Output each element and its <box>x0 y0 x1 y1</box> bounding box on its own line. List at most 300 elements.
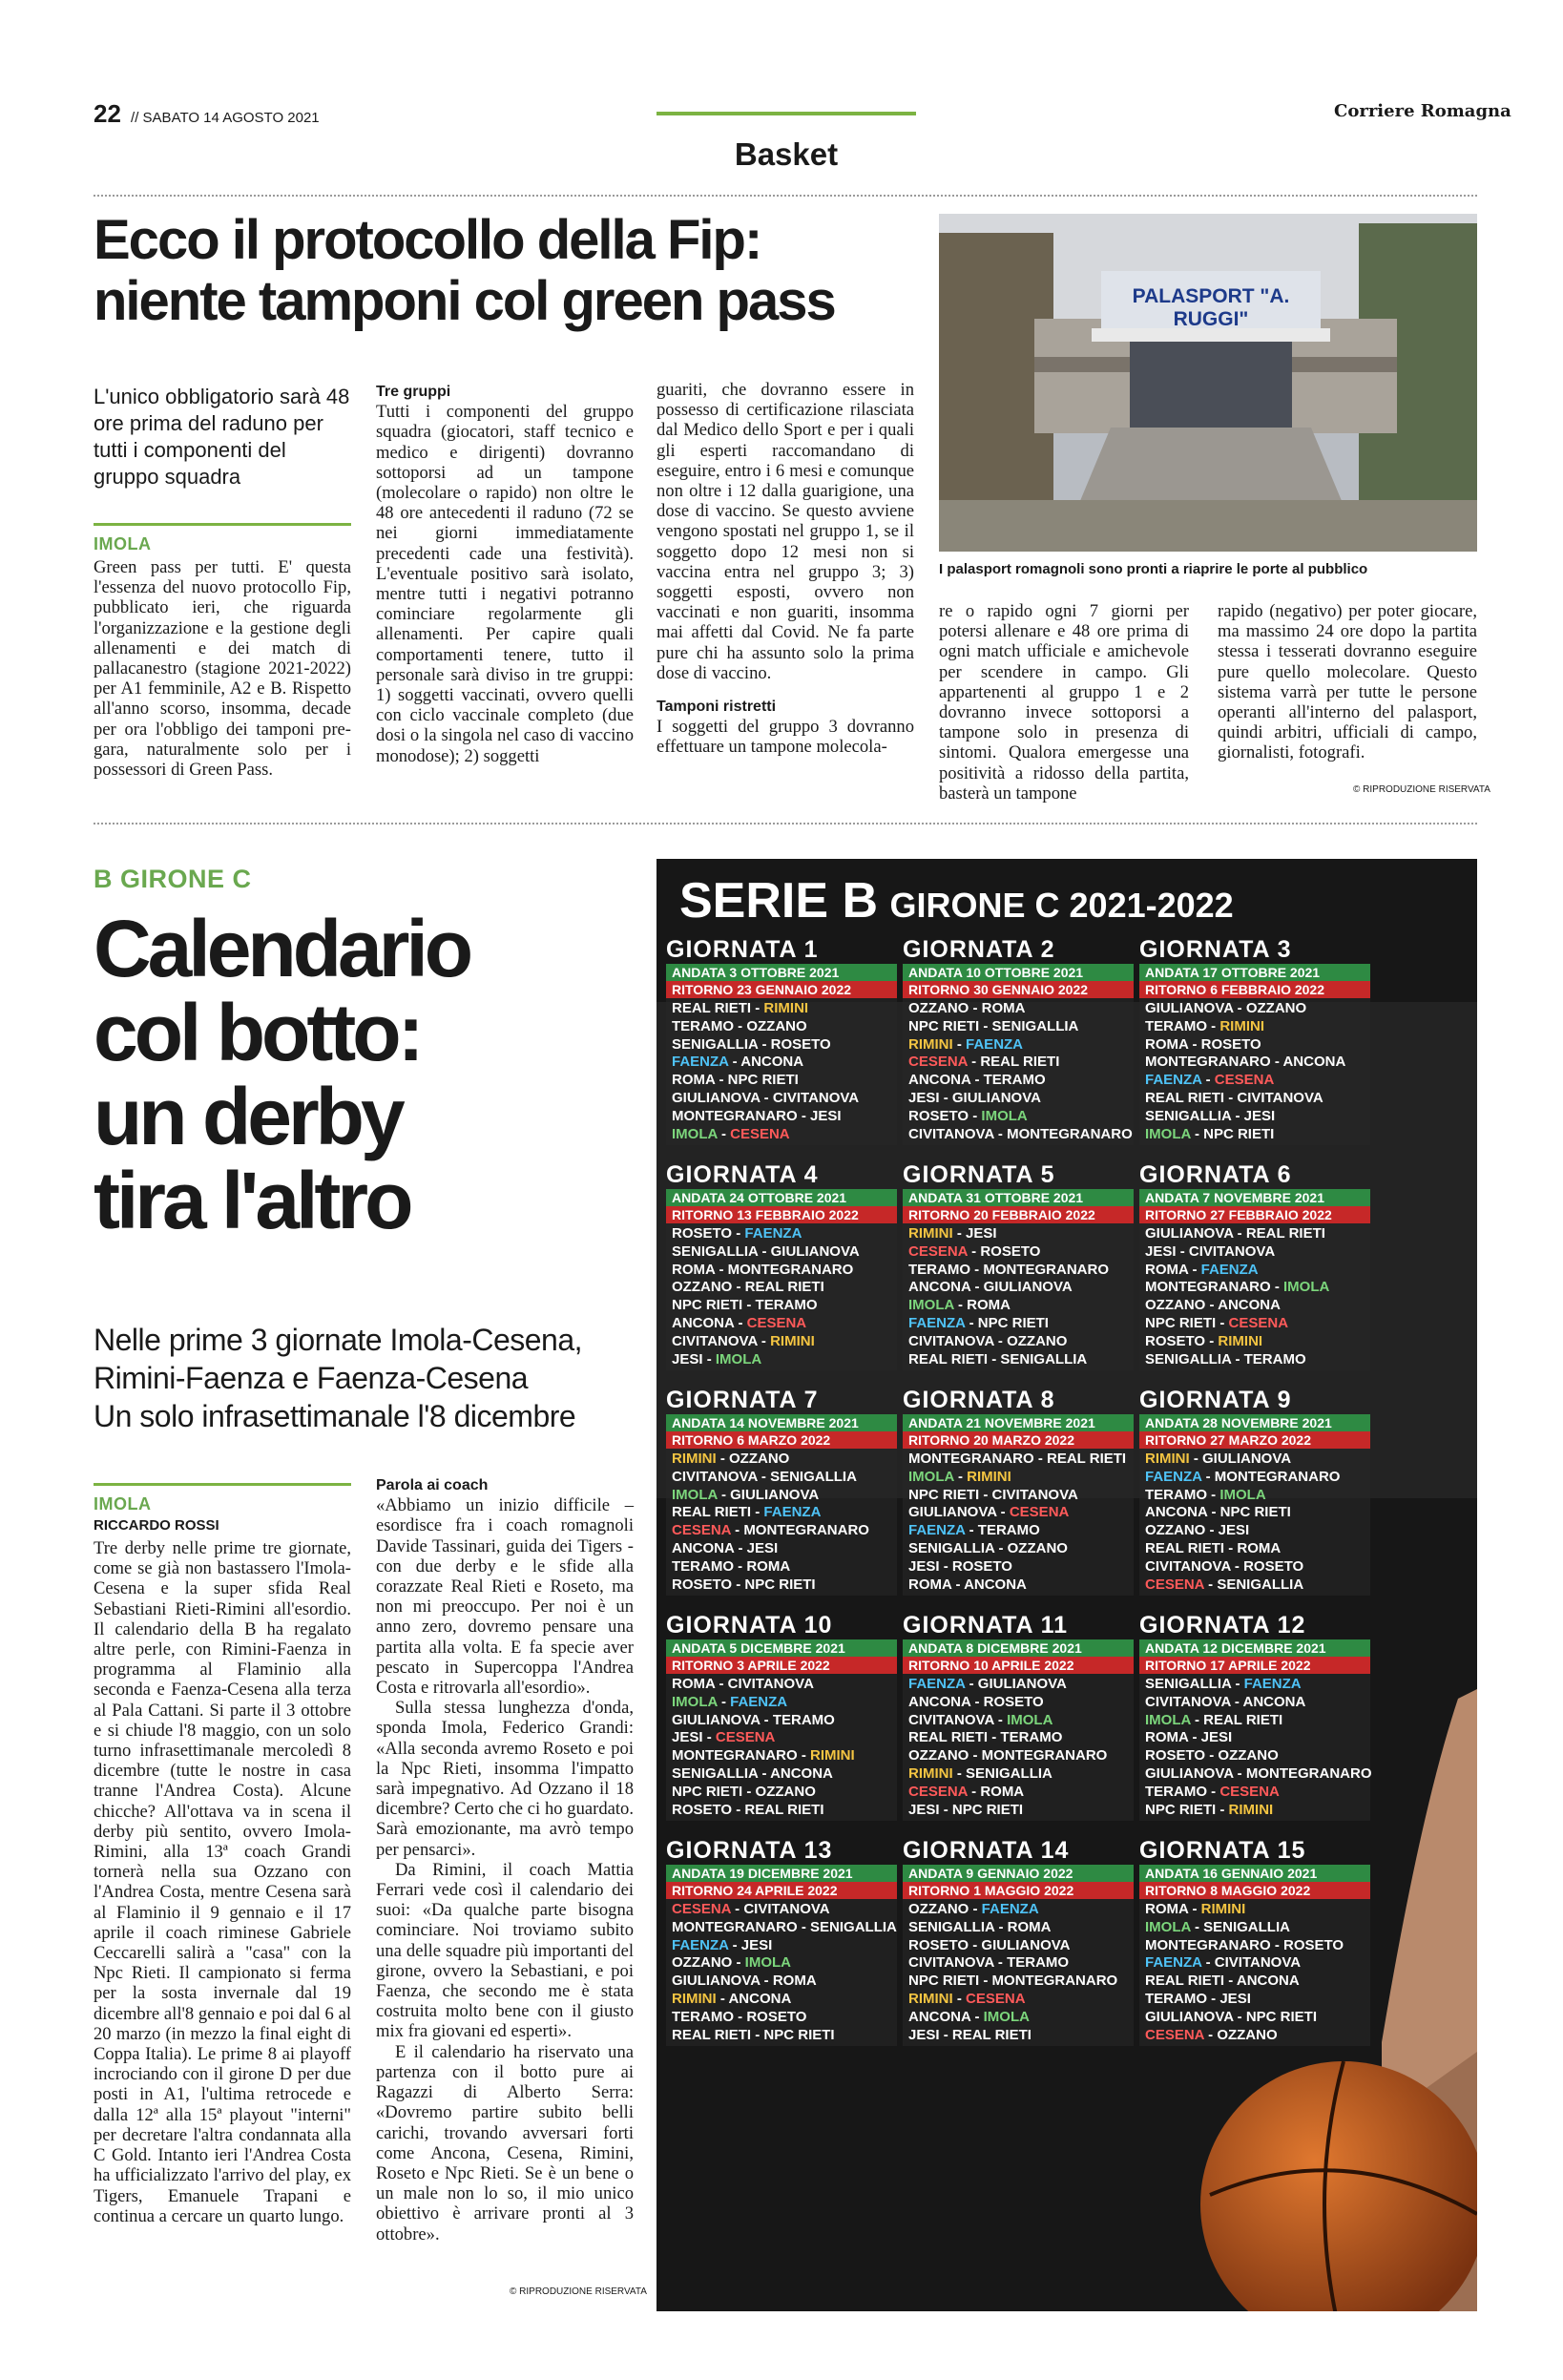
team-name: MONTEGRANARO <box>672 1107 798 1124</box>
team-name: IMOLA <box>1283 1279 1330 1296</box>
team-name: FAENZA <box>981 1901 1039 1917</box>
team-name: GIULIANOVA <box>1145 2008 1234 2025</box>
match-row <box>1139 1540 1370 1558</box>
article1-summary: L'unico obbligatorio sarà 48 ore prima del raduno per tutti i componenti del gruppo squadra <box>94 385 350 489</box>
match-row <box>666 1054 897 1072</box>
team-name: ROSETO <box>908 1936 969 1953</box>
team-name: JESI <box>966 1225 997 1242</box>
match-row <box>1139 1973 1370 1991</box>
team-name: NPC RIETI <box>977 1314 1049 1331</box>
match-separator: - <box>970 1072 984 1089</box>
team-name: SENIGALLIA <box>1145 1676 1232 1692</box>
match-separator: - <box>988 1350 1001 1367</box>
team-name: ANCONA <box>770 1764 833 1782</box>
team-name: RIMINI <box>967 1468 1011 1485</box>
team-name: TERAMO <box>755 1297 818 1314</box>
match-row <box>666 1000 897 1018</box>
team-name: OZZANO <box>746 1017 807 1034</box>
newspaper-name: Corriere Romagna <box>1334 101 1511 121</box>
match-row <box>666 1747 897 1765</box>
team-name: ROMA <box>1145 1901 1189 1917</box>
match-separator: - <box>952 1035 967 1053</box>
match-row <box>903 1279 1134 1297</box>
team-name: SENIGALLIA <box>770 1468 857 1485</box>
article1-headline-line1: Ecco il protocollo della Fip: <box>94 209 761 271</box>
match-separator: - <box>715 1676 728 1692</box>
team-name: RIMINI <box>1200 1901 1246 1917</box>
team-name: ANCONA <box>1145 1504 1208 1521</box>
giornata-andata-date: ANDATA 12 DICEMBRE 2021 <box>1139 1639 1370 1657</box>
team-name: ROSETO <box>672 1576 733 1593</box>
team-name: FAENZA <box>1243 1676 1302 1692</box>
match-separator: - <box>728 1936 741 1953</box>
match-row <box>903 1729 1134 1747</box>
match-separator: - <box>760 1711 773 1728</box>
palasport-photo <box>939 214 1477 552</box>
match-row <box>903 1540 1134 1558</box>
giornata-matches <box>1139 1899 1370 2046</box>
match-separator: - <box>988 1729 1001 1746</box>
team-name: GIULIANOVA <box>730 1486 820 1503</box>
match-separator: - <box>1205 1332 1219 1349</box>
giornata-title: GIORNATA 9 <box>1139 1387 1292 1413</box>
team-name: CIVITANOVA <box>1188 1242 1276 1260</box>
team-name: TERAMO <box>1145 1486 1207 1503</box>
team-name: GIULIANOVA <box>672 1089 761 1106</box>
match-separator: - <box>1201 1954 1215 1972</box>
giornata-andata-date: ANDATA 3 OTTOBRE 2021 <box>666 964 897 981</box>
match-row <box>1139 1018 1370 1036</box>
team-name: NPC RIETI <box>672 1297 743 1314</box>
article1-kicker-bar <box>94 523 351 526</box>
match-separator: - <box>751 1000 764 1016</box>
team-name: OZZANO <box>908 1000 969 1016</box>
article2-column-1 <box>94 1538 351 2226</box>
match-separator: - <box>993 1125 1008 1142</box>
match-row <box>1139 1576 1370 1595</box>
team-name: ROMA <box>672 1676 716 1692</box>
team-name: CESENA <box>1145 2026 1204 2043</box>
match-row <box>1139 1333 1370 1351</box>
team-name: MONTEGRANARO <box>1007 1125 1133 1142</box>
team-name: FAENZA <box>908 1314 966 1331</box>
palasport-illustration <box>939 214 1477 552</box>
match-separator: - <box>1203 2026 1218 2043</box>
match-separator: - <box>1207 1017 1220 1034</box>
match-row <box>666 1558 897 1576</box>
match-separator: - <box>1188 1901 1201 1917</box>
match-row <box>1139 1072 1370 1090</box>
team-name: FAENZA <box>730 1693 788 1710</box>
team-name: IMOLA <box>672 1693 718 1710</box>
match-separator: - <box>1205 1297 1219 1314</box>
match-row <box>1139 1126 1370 1144</box>
section-title: Basket <box>734 136 839 172</box>
match-row <box>1139 1225 1370 1243</box>
giornata-andata-date: ANDATA 16 GENNAIO 2021 <box>1139 1865 1370 1882</box>
team-name: ROMA <box>1145 1729 1189 1746</box>
team-name: JESI <box>908 2026 940 2043</box>
team-name: FAENZA <box>908 1676 966 1692</box>
article1-col3-text-b: I soggetti del gruppo 3 dovranno effettuare un tampone molecola- <box>656 717 914 758</box>
article1-col2-subhead: Tre gruppi <box>376 384 451 400</box>
match-row <box>903 1333 1134 1351</box>
match-row <box>1139 1036 1370 1054</box>
giornata-matches <box>1139 998 1370 1145</box>
team-name: SENIGALLIA <box>1000 1350 1088 1367</box>
match-separator: - <box>717 1125 731 1142</box>
team-name: REAL RIETI <box>980 1054 1060 1071</box>
team-name: CESENA <box>1214 1072 1275 1089</box>
team-name: TERAMO <box>1145 1017 1207 1034</box>
match-row <box>1139 2009 1370 2027</box>
match-separator: - <box>758 1242 771 1260</box>
team-name: MONTEGRANARO <box>1214 1468 1341 1485</box>
match-separator: - <box>702 1350 716 1367</box>
team-name: JESI <box>908 1801 940 1818</box>
match-row <box>666 1036 897 1054</box>
match-row <box>666 1451 897 1469</box>
team-name: RIMINI <box>908 1035 953 1053</box>
giornata-title: GIORNATA 15 <box>1139 1837 1306 1864</box>
article1-column-5 <box>1218 601 1477 763</box>
giornata-title: GIORNATA 6 <box>1139 1161 1292 1188</box>
team-name: FAENZA <box>1200 1261 1259 1278</box>
match-separator: - <box>716 1451 730 1467</box>
team-name: ANCONA <box>728 1990 792 2007</box>
team-name: CIVITANOVA <box>908 1332 994 1349</box>
team-name: CESENA <box>966 1990 1026 2007</box>
team-name: ANCONA <box>1236 1973 1300 1990</box>
match-separator: - <box>939 1557 952 1575</box>
team-name: CESENA <box>730 1125 790 1142</box>
article2-summary <box>94 1321 666 1435</box>
giornata-block <box>903 1611 1134 1821</box>
team-name: SENIGALLIA <box>672 1242 759 1260</box>
match-separator: - <box>732 1801 745 1818</box>
team-name: IMOLA <box>672 1125 718 1142</box>
article2-summary-line: Un solo infrasettimanale l'8 dicembre <box>94 1399 576 1433</box>
match-row <box>903 1991 1134 2009</box>
team-name: ROMA <box>981 1000 1026 1016</box>
team-name: CIVITANOVA <box>1145 1557 1231 1575</box>
match-row <box>666 1018 897 1036</box>
team-name: FAENZA <box>1145 1468 1202 1485</box>
team-name: ANCONA <box>908 1279 971 1296</box>
giornata-title: GIORNATA 3 <box>1139 936 1292 963</box>
match-row <box>666 1765 897 1784</box>
giornata-ritorno-date: RITORNO 10 APRILE 2022 <box>903 1657 1134 1674</box>
match-row <box>1139 1558 1370 1576</box>
team-name: TERAMO <box>1243 1350 1306 1367</box>
match-separator: - <box>994 1539 1008 1556</box>
match-separator: - <box>969 1107 982 1124</box>
team-name: ANCONA <box>740 1054 804 1071</box>
team-name: MONTEGRANARO <box>1145 1936 1271 1953</box>
team-name: JESI <box>1145 1242 1177 1260</box>
match-row <box>903 1747 1134 1765</box>
team-name: IMOLA <box>981 1107 1028 1124</box>
team-name: GIULIANOVA <box>977 1676 1067 1692</box>
match-separator: - <box>760 1089 773 1106</box>
team-name: MONTEGRANARO <box>1145 1279 1271 1296</box>
giornata-title: GIORNATA 2 <box>903 936 1055 963</box>
match-separator: - <box>1207 1783 1220 1800</box>
match-row <box>903 1676 1134 1694</box>
article1-col2-text: Tutti i componenti del gruppo squadra (giocatori, staff tecnico e medico e dirigenti) dovranno sottoporsi ad un tampone (molecolare o rapido) non oltre le 48 ore antecedenti il raduno (72 se nei giorni immediatamente precedenti cade una festività). L'eventuale positivo sarà isolato, mentre tutti i negativi potranno cominciare regolarmente gli allenamenti. Per capire quali comportamenti tenere, tutto il personale sarà diviso in tre gruppi: 1) soggetti vaccinati, ovvero quelli con ciclo vaccinale completo (due dosi o la singola nel caso di vaccino monodose); 2) soggetti <box>376 402 634 766</box>
match-separator: - <box>979 1017 992 1034</box>
match-row <box>666 1315 897 1333</box>
article2-kicker: IMOLA <box>94 1494 152 1514</box>
article2-summary-line: Nelle prime 3 giornate Imola-Cesena, <box>94 1323 583 1357</box>
article1-copyright: © RIPRODUZIONE RISERVATA <box>1353 784 1490 795</box>
giornata-andata-date: ANDATA 8 DICEMBRE 2021 <box>903 1639 1134 1657</box>
team-name: IMOLA <box>1145 1711 1191 1728</box>
article2-author: RICCARDO ROSSI <box>94 1517 219 1534</box>
team-name: IMOLA <box>1219 1486 1266 1503</box>
team-name: JESI <box>1218 1522 1250 1539</box>
match-row <box>1139 1676 1370 1694</box>
giornata-andata-date: ANDATA 19 DICEMBRE 2021 <box>666 1865 897 1882</box>
giornata-ritorno-date: RITORNO 6 MARZO 2022 <box>666 1431 897 1449</box>
giornata-andata-date: ANDATA 10 OTTOBRE 2021 <box>903 964 1134 981</box>
calendar-title-sub: GIRONE C 2021-2022 <box>889 886 1234 925</box>
team-name: NPC RIETI <box>908 1486 980 1503</box>
team-name: CIVITANOVA <box>743 1901 830 1917</box>
match-row <box>1139 1090 1370 1108</box>
article1-col1-text: Green pass per tutti. E' questa l'essenza del nuovo protocollo Fip, pubblicato ieri, che riguarda l'organizzazione e la gestione degli allenamenti e dei match di pallacanestro (stagione 2021-2022) per A1 femminile, A2 e B. Rispetto all'anno scorso, insomma, decade per ora l'obbligo dei tamponi pre-gara, naturalmente solo per i possessori di Green Pass. <box>94 557 351 781</box>
article1-column-2 <box>376 380 634 766</box>
giornata-ritorno-date: RITORNO 20 FEBBRAIO 2022 <box>903 1206 1134 1223</box>
match-separator: - <box>1188 1729 1201 1746</box>
match-row <box>1139 2027 1370 2045</box>
match-separator: - <box>717 1693 731 1710</box>
match-separator: - <box>1188 1035 1201 1053</box>
match-row <box>666 1522 897 1540</box>
team-name: OZZANO <box>1145 1522 1206 1539</box>
team-name: GIULIANOVA <box>951 1089 1041 1106</box>
team-name: CIVITANOVA <box>672 1468 758 1485</box>
match-row <box>903 1954 1134 1973</box>
giornata-block <box>903 1836 1134 2046</box>
match-row <box>903 1765 1134 1784</box>
match-row <box>903 1487 1134 1505</box>
match-row <box>1139 1054 1370 1072</box>
match-separator: - <box>994 1918 1008 1935</box>
match-separator: - <box>1224 1089 1238 1106</box>
match-separator: - <box>1033 1451 1048 1467</box>
giornata-block <box>903 1386 1134 1596</box>
team-name: ANCONA <box>672 1314 735 1331</box>
giornata-ritorno-date: RITORNO 3 APRILE 2022 <box>666 1657 897 1674</box>
team-name: TERAMO <box>1000 1729 1063 1746</box>
team-name: OZZANO <box>1145 1297 1206 1314</box>
team-name: MONTEGRANARO <box>1245 1764 1372 1782</box>
match-separator: - <box>1231 1676 1244 1692</box>
article2-headline-line: Calendario <box>94 904 470 993</box>
giornata-block <box>666 1836 897 2046</box>
match-row <box>666 1973 897 1991</box>
match-separator: - <box>717 1486 731 1503</box>
issue-date: // SABATO 14 AGOSTO 2021 <box>131 110 320 126</box>
match-separator: - <box>742 1783 756 1800</box>
match-row <box>666 1351 897 1369</box>
match-row <box>666 1333 897 1351</box>
team-name: ROMA <box>980 1783 1025 1800</box>
match-separator: - <box>1190 1125 1204 1142</box>
match-row <box>666 1576 897 1595</box>
team-name: JESI <box>908 1557 940 1575</box>
team-name: CESENA <box>672 1901 731 1917</box>
team-name: NPC RIETI <box>1145 1314 1217 1331</box>
match-row <box>903 1108 1134 1126</box>
team-name: IMOLA <box>672 1486 718 1503</box>
match-row <box>903 1036 1134 1054</box>
team-name: OZZANO <box>1007 1332 1068 1349</box>
match-row <box>1139 1919 1370 1937</box>
team-name: REAL RIETI <box>1245 1225 1325 1242</box>
match-row <box>1139 1991 1370 2009</box>
team-name: ROSETO <box>1200 1035 1261 1053</box>
team-name: GIULIANOVA <box>908 1504 997 1521</box>
match-row <box>903 1469 1134 1487</box>
match-separator: - <box>702 1729 716 1746</box>
match-row <box>666 1469 897 1487</box>
giornata-title: GIORNATA 4 <box>666 1161 819 1188</box>
match-separator: - <box>993 1332 1008 1349</box>
match-row <box>1139 1469 1370 1487</box>
match-row <box>666 1694 897 1712</box>
match-separator: - <box>1190 1918 1204 1935</box>
match-separator: - <box>996 1504 1010 1521</box>
team-name: FAENZA <box>908 1522 966 1539</box>
team-name: TERAMO <box>1007 1954 1070 1972</box>
team-name: RIMINI <box>908 1764 953 1782</box>
match-separator: - <box>979 1973 992 1990</box>
team-name: MONTEGRANARO <box>981 1747 1108 1764</box>
match-row <box>666 2009 897 2027</box>
match-separator: - <box>1233 1000 1246 1016</box>
match-separator: - <box>1216 1314 1229 1331</box>
match-row <box>1139 1451 1370 1469</box>
team-name: JESI <box>672 1729 703 1746</box>
team-name: JESI <box>1219 1990 1251 2007</box>
match-row <box>903 2027 1134 2045</box>
team-name: OZZANO <box>1245 1000 1307 1016</box>
match-row <box>666 1954 897 1973</box>
team-name: CIVITANOVA <box>908 1954 994 1972</box>
team-name: ANCONA <box>1218 1297 1281 1314</box>
match-row <box>903 1072 1134 1090</box>
article2-headline-line: tira l'altro <box>94 1156 410 1245</box>
team-name: MONTEGRANARO <box>743 1522 869 1539</box>
giornata-matches <box>1139 1449 1370 1596</box>
match-separator: - <box>1230 1557 1244 1575</box>
match-row <box>666 1072 897 1090</box>
team-name: TERAMO <box>672 1557 734 1575</box>
section-bar <box>656 112 916 115</box>
team-name: CESENA <box>1009 1504 1070 1521</box>
team-name: RIMINI <box>1145 1451 1190 1467</box>
match-separator: - <box>1201 1468 1215 1485</box>
team-name: CIVITANOVA <box>908 1711 994 1728</box>
match-separator: - <box>1203 1576 1218 1593</box>
team-name: OZZANO <box>908 1901 969 1917</box>
team-name: GIULIANOVA <box>770 1242 860 1260</box>
team-name: NPC RIETI <box>672 1783 743 1800</box>
match-row <box>903 1297 1134 1315</box>
giornata-title: GIORNATA 10 <box>666 1612 833 1639</box>
article1-column-1 <box>94 557 351 780</box>
match-separator: - <box>1201 1072 1215 1089</box>
match-separator: - <box>952 1764 967 1782</box>
giornata-matches <box>666 998 897 1145</box>
giornata-block <box>1139 1160 1370 1370</box>
giornata-matches <box>903 1674 1134 1821</box>
team-name: JESI <box>672 1350 703 1367</box>
giornata-andata-date: ANDATA 31 OTTOBRE 2021 <box>903 1189 1134 1206</box>
match-separator: - <box>1189 1451 1203 1467</box>
team-name: CESENA <box>746 1314 807 1331</box>
match-row <box>1139 1712 1370 1730</box>
team-name: IMOLA <box>1145 1918 1191 1935</box>
match-separator: - <box>1205 1522 1219 1539</box>
giornata-title: GIORNATA 14 <box>903 1837 1070 1864</box>
article2-kicker-bar <box>94 1483 351 1486</box>
match-row <box>903 1694 1134 1712</box>
giornata-andata-date: ANDATA 28 NOVEMBRE 2021 <box>1139 1414 1370 1431</box>
match-row <box>1139 1802 1370 1820</box>
team-name: IMOLA <box>744 1954 791 1972</box>
team-name: REAL RIETI <box>744 1279 824 1296</box>
match-row <box>666 1225 897 1243</box>
article1-headline <box>94 210 933 332</box>
giornata-title: GIORNATA 8 <box>903 1387 1055 1413</box>
team-name: GIULIANOVA <box>1145 1225 1234 1242</box>
match-separator: - <box>1233 2008 1246 2025</box>
match-separator: - <box>965 1676 978 1692</box>
team-name: ROMA <box>772 1973 817 1990</box>
team-name: FAENZA <box>744 1225 802 1242</box>
match-row <box>903 1262 1134 1280</box>
team-name: OZZANO <box>908 1747 969 1764</box>
match-separator: - <box>1176 1242 1189 1260</box>
match-row <box>666 1919 897 1937</box>
team-name: SENIGALLIA <box>991 1017 1079 1034</box>
match-row <box>903 1504 1134 1522</box>
team-name: OZZANO <box>729 1451 790 1467</box>
team-name: RIMINI <box>770 1332 815 1349</box>
team-name: GIULIANOVA <box>983 1279 1073 1296</box>
giornata-matches <box>666 1449 897 1596</box>
team-name: JESI <box>908 1089 940 1106</box>
team-name: TERAMO <box>983 1072 1046 1089</box>
team-name: CIVITANOVA <box>991 1486 1078 1503</box>
match-separator: - <box>1270 1936 1284 1953</box>
giornata-matches <box>1139 1223 1370 1370</box>
match-separator: - <box>952 1990 967 2007</box>
team-name: REAL RIETI <box>1203 1711 1283 1728</box>
team-name: JESI <box>1243 1107 1276 1124</box>
giornata-andata-date: ANDATA 21 NOVEMBRE 2021 <box>903 1414 1134 1431</box>
match-separator: - <box>734 2008 747 2025</box>
match-separator: - <box>758 1764 771 1782</box>
article2-summary-line: Rimini-Faenza e Faenza-Cesena <box>94 1361 529 1395</box>
team-name: GIULIANOVA <box>981 1936 1071 1953</box>
team-name: JESI <box>810 1107 842 1124</box>
team-name: REAL RIETI <box>1047 1451 1127 1467</box>
team-name: JESI <box>746 1539 779 1556</box>
